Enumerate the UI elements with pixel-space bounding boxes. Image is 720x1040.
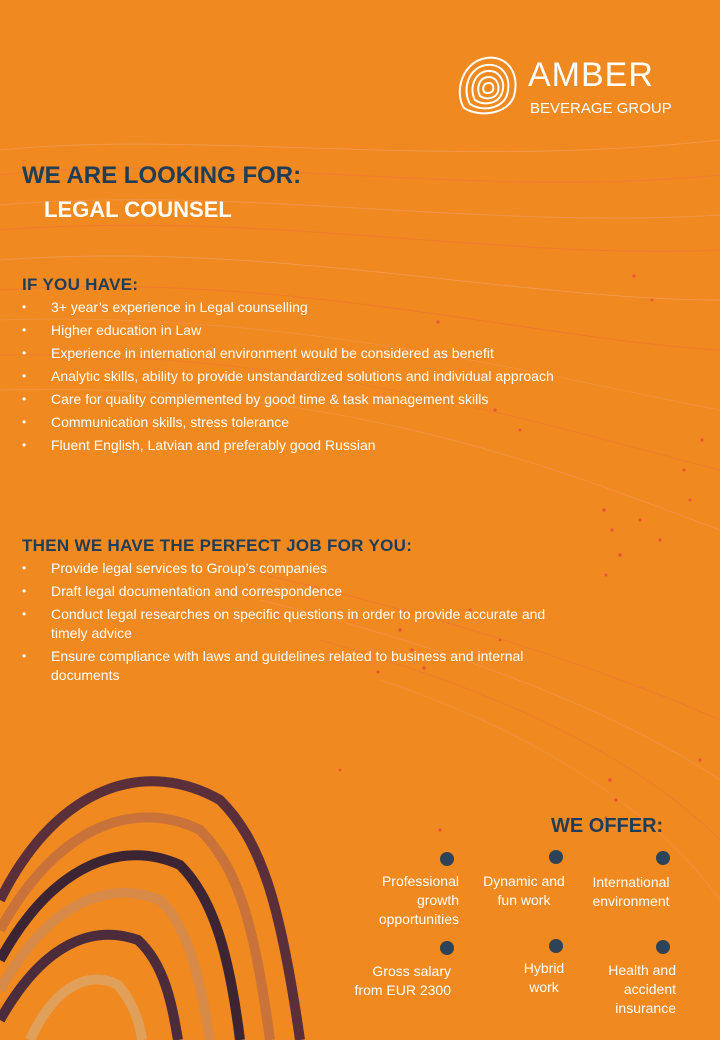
bullet-dot-icon — [656, 940, 670, 954]
list-item: • Fluent English, Latvian and preferably good Russian — [22, 436, 578, 455]
list-item: • Provide legal services to Group’s companies — [22, 559, 578, 578]
duties-title: THEN WE HAVE THE PERFECT JOB FOR YOU: — [22, 536, 413, 555]
list-item: • Experience in international environment would be considered as benefit — [22, 344, 578, 363]
offer-item-dynamic: Dynamic and fun work — [483, 873, 565, 908]
offer-item-insurance: Health and accident insurance — [608, 962, 676, 1016]
list-item: • Conduct legal researches on specific questions in order to provide accurate and timely advice — [22, 605, 578, 643]
looking-for-heading: WE ARE LOOKING FOR: — [22, 162, 302, 189]
list-item: • Analytic skills, ability to provide unstandardized solutions and individual approach — [22, 367, 578, 386]
offer-title: WE OFFER: — [551, 815, 664, 837]
list-item: • Care for quality complemented by good time & task management skills — [22, 390, 578, 409]
list-item: • Communication skills, stress tolerance — [22, 413, 578, 432]
list-item: • Higher education in Law — [22, 321, 578, 340]
requirements-list — [22, 298, 578, 459]
duties-list — [22, 559, 578, 689]
bullet-dot-icon — [549, 850, 563, 864]
brand-subtitle: BEVERAGE GROUP — [530, 100, 672, 117]
decorative-swirl — [0, 781, 300, 1040]
company-logo — [452, 52, 672, 122]
amber-logo-icon — [452, 52, 522, 122]
list-item: • 3+ year’s experience in Legal counselling — [22, 298, 578, 317]
offer-item-salary: Gross salary from EUR 2300 — [354, 963, 451, 998]
list-item: • Ensure compliance with laws and guidelines related to business and internal documents — [22, 647, 578, 685]
bullet-dot-icon — [440, 941, 454, 955]
offer-item-growth: Professional growth opportunities — [378, 873, 459, 927]
list-item: • Draft legal documentation and correspondence — [22, 582, 578, 601]
offer-item-hybrid: Hybrid work — [523, 960, 565, 995]
brand-name: AMBER — [528, 56, 654, 94]
position-title: LEGAL COUNSEL — [44, 197, 232, 222]
offer-item-international: International environment — [592, 874, 670, 909]
bullet-dot-icon — [549, 939, 563, 953]
bullet-dot-icon — [440, 852, 454, 866]
requirements-title: IF YOU HAVE: — [22, 275, 139, 294]
bullet-dot-icon — [656, 851, 670, 865]
